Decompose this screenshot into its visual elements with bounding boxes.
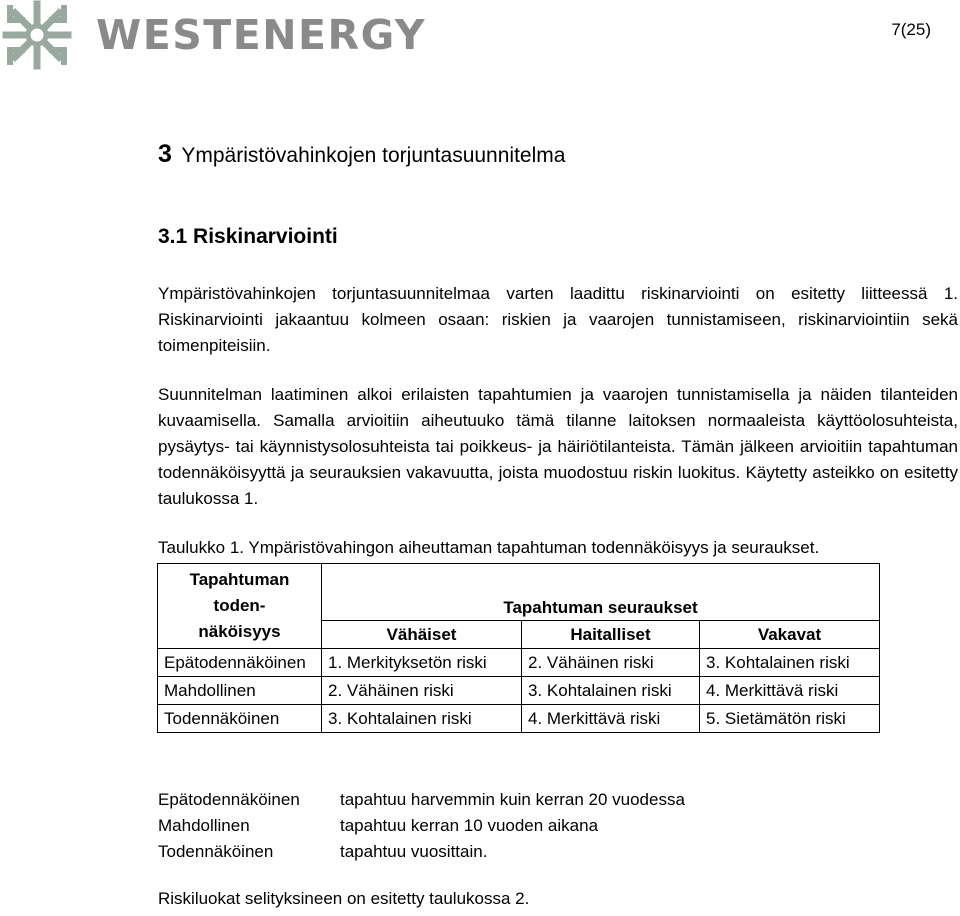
subsection-number: 3.1 [158, 225, 188, 248]
table-cell: 4. Merkittävä riski [700, 677, 880, 705]
table-caption: Taulukko 1. Ympäristövahingon aiheuttaman tapahtuman todennäköisyys ja seuraukset. [158, 538, 820, 557]
table-row [158, 649, 880, 677]
westenergy-snowflake-logo-icon [2, 0, 72, 70]
column-header: Vähäiset [322, 621, 522, 649]
row-label: Mahdollinen [158, 677, 322, 705]
subsection-title: Riskinarviointi [193, 225, 338, 248]
header-line: toden- [213, 596, 266, 615]
table-cell: 4. Merkittävä riski [522, 705, 700, 733]
page-number: 7(25) [891, 20, 931, 39]
section-title: Ympäristövahinkojen torjuntasuunnitelma [181, 144, 566, 167]
table-cell: 2. Vähäinen riski [522, 649, 700, 677]
legend-item [158, 787, 685, 813]
table-cell: 3. Kohtalainen riski [322, 705, 522, 733]
legend-definition: tapahtuu vuosittain. [340, 842, 488, 861]
logo-wordmark: WESTENERGY [96, 11, 427, 59]
table-cell: 5. Sietämätön riski [700, 705, 880, 733]
section-heading [158, 140, 565, 169]
table-cell: 3. Kohtalainen riski [700, 649, 880, 677]
legend-item [158, 813, 685, 839]
company-logo [2, 0, 426, 70]
section-number: 3 [158, 140, 172, 168]
footnote-text: Riskiluokat selityksineen on esitetty taulukossa 2. [158, 889, 530, 908]
legend-term: Todennäköinen [158, 842, 274, 861]
row-label: Epätodennäköinen [158, 649, 322, 677]
table-row [158, 677, 880, 705]
row-label: Todennäköinen [158, 705, 322, 733]
paragraph: Ympäristövahinkojen torjuntasuunnitelmaa varten laadittu riskinarviointi on esitetty liitteessä 1. Riskinarviointi jakaantuu kolmeen osaan: riskien ja vaarojen tunnistamiseen, riskinarviointiin sekä toimenpiteisiin. [158, 284, 958, 355]
table-row [158, 705, 880, 733]
header-line: näköisyys [198, 622, 281, 641]
table-cell: 1. Merkityksetön riski [322, 649, 522, 677]
consequence-header: Tapahtuman seuraukset [322, 564, 880, 621]
legend-term: Epätodennäköinen [158, 790, 300, 809]
paragraph: Suunnitelman laatiminen alkoi erilaisten tapahtumien ja vaarojen tunnistamisella ja näiden tilanteiden kuvaamisella. Samalla arvioitiin aiheutuuko tämä tilanne laitoksen normaaleista käyttöolosuhteista, pysäytys- tai käynnistysolosuhteista tai poikkeus- ja häiriötilanteista. Tämän jälkeen arvioitiin tapahtuman todennäköisyyttä ja seurauksien vakavuutta, joista muodostuu riskin luokitus. Käytetty asteikko on esitetty taulukossa 1. [158, 385, 958, 508]
table-cell: 3. Kohtalainen riski [522, 677, 700, 705]
legend-item [158, 839, 685, 865]
legend-definition: tapahtuu harvemmin kuin kerran 20 vuodessa [340, 790, 685, 809]
probability-header [158, 564, 322, 649]
header-line: Tapahtuman [189, 570, 290, 589]
table-header-row [158, 564, 880, 621]
column-header: Vakavat [700, 621, 880, 649]
column-header: Haitalliset [522, 621, 700, 649]
table-cell: 2. Vähäinen riski [322, 677, 522, 705]
legend-term: Mahdollinen [158, 816, 250, 835]
probability-legend [158, 787, 685, 865]
subsection-heading [158, 225, 338, 249]
legend-definition: tapahtuu kerran 10 vuoden aikana [340, 816, 599, 835]
risk-matrix-table [157, 563, 880, 733]
